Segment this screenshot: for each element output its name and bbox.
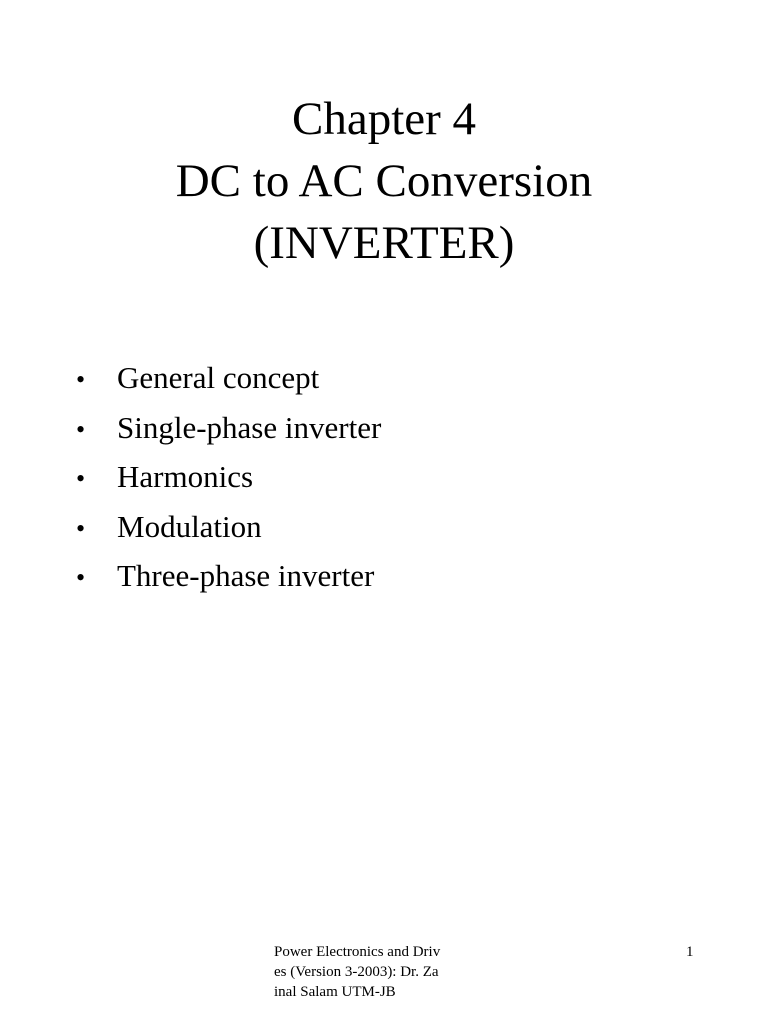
footer-line: Power Electronics and Driv (274, 944, 441, 960)
list-item (76, 356, 381, 406)
list-item-label: Single-phase inverter (117, 409, 382, 445)
list-item (76, 505, 381, 555)
list-item (76, 554, 381, 604)
bullet-icon: • (76, 513, 86, 543)
list-item-label: Harmonics (117, 459, 254, 494)
title-line-subtitle: (INVERTER) (253, 217, 515, 269)
bullet-icon: • (76, 414, 86, 444)
topic-list (76, 356, 381, 604)
title-line-topic: DC to AC Conversion (175, 155, 593, 207)
list-item (76, 455, 381, 505)
title-line-chapter: Chapter 4 (291, 93, 477, 145)
slide-title (0, 88, 768, 274)
footer-text (274, 942, 514, 1002)
list-item-label: General concept (117, 360, 320, 395)
page-number: 1 (686, 944, 694, 960)
list-item (76, 406, 381, 456)
bullet-icon: • (76, 563, 86, 592)
bullet-icon: • (76, 464, 86, 493)
bullet-icon: • (76, 365, 86, 394)
list-item-label: Three-phase inverter (117, 558, 375, 593)
footer-line: es (Version 3-2003): Dr. Za (274, 964, 439, 980)
list-item-label: Modulation (117, 508, 262, 544)
footer-line: inal Salam UTM-JB (274, 984, 396, 1000)
